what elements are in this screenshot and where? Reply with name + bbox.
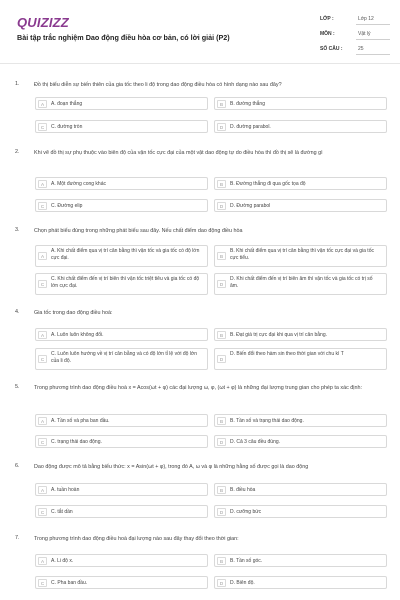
- option-text: D. Đường parabol: [230, 203, 271, 209]
- question-number: 1.: [15, 81, 20, 87]
- option-text: B. điều hòa: [230, 487, 256, 493]
- option-c[interactable]: [35, 199, 208, 212]
- question-number: 4.: [15, 309, 20, 315]
- question-text: Chọn phát biểu đúng trong những phát biểu sau đây. Nếu chất điểm dao động điều hòa: [34, 228, 243, 234]
- option-letter: D: [217, 579, 226, 587]
- meta-class-label: LỚP :: [320, 16, 334, 22]
- option-d[interactable]: [214, 348, 387, 370]
- option-letter: C: [38, 280, 47, 288]
- option-b[interactable]: [214, 483, 387, 496]
- option-text: C. Pha ban đầu.: [51, 580, 88, 586]
- option-c[interactable]: [35, 273, 208, 295]
- option-text: C. Luôn luôn hướng về vị trí cân bằng và có độ lớn tỉ lệ với độ lớn của li độ.: [51, 351, 197, 364]
- option-d[interactable]: [214, 199, 387, 212]
- option-text: D. Biến đổi theo hàm sin theo thời gian với chu kì T: [230, 351, 344, 357]
- meta-count: [320, 44, 390, 56]
- question-text: Dao động được mô tả bằng biểu thức: x = Asin(ωt + φ), trong đó A, ω và φ là những hằng số được gọi là dao động: [34, 464, 309, 470]
- option-letter: C: [38, 202, 47, 210]
- option-letter: D: [217, 202, 226, 210]
- option-d[interactable]: [214, 120, 387, 133]
- option-d[interactable]: [214, 273, 387, 295]
- question-text: Khi vẽ đồ thị sự phụ thuộc vào biên độ của vận tốc cực đại của một vật dao động tự do điều hòa thì đồ thị sẽ là đường gì: [34, 150, 323, 156]
- option-text: B. Tần số góc.: [230, 558, 263, 564]
- meta-subject-label: MÔN :: [320, 31, 335, 37]
- option-a[interactable]: [35, 483, 208, 496]
- option-letter: A: [38, 180, 47, 188]
- option-letter: C: [38, 579, 47, 587]
- meta-subject-value: Vật lý: [358, 31, 371, 37]
- option-text: A. Tần số và pha ban đầu.: [51, 418, 110, 424]
- option-text: C. Khi chất điểm đến vị trí biên thì vận tốc triệt tiêu và gia tốc có độ lớn cực đại.: [51, 276, 200, 289]
- option-a[interactable]: [35, 414, 208, 427]
- option-letter: D: [217, 355, 226, 363]
- option-c[interactable]: [35, 576, 208, 589]
- option-c[interactable]: [35, 435, 208, 448]
- document-header: [0, 0, 400, 64]
- option-text: A. Luôn luôn không đổi.: [51, 332, 104, 338]
- option-text: C. trạng thái dao động.: [51, 439, 102, 445]
- option-letter: B: [217, 252, 226, 260]
- option-b[interactable]: [214, 328, 387, 341]
- option-letter: C: [38, 508, 47, 516]
- question-number: 3.: [15, 227, 20, 233]
- question-number: 7.: [15, 535, 20, 541]
- option-text: D. đường parabol.: [230, 124, 271, 130]
- option-letter: B: [217, 331, 226, 339]
- option-d[interactable]: [214, 435, 387, 448]
- option-letter: D: [217, 508, 226, 516]
- option-b[interactable]: [214, 245, 387, 267]
- option-d[interactable]: [214, 505, 387, 518]
- option-letter: D: [217, 280, 226, 288]
- option-text: C. đường tròn: [51, 124, 83, 130]
- option-text: C. Đường elip: [51, 203, 83, 209]
- meta-subject: [320, 29, 390, 41]
- option-text: B. Đạt giá trị cực đại khi qua vị trí cân bằng.: [230, 332, 328, 338]
- option-text: B. Đường thẳng đi qua gốc tọa độ: [230, 181, 306, 187]
- option-text: C. tắt dần: [51, 509, 73, 515]
- option-letter: B: [217, 100, 226, 108]
- option-text: A. Khi chất điểm qua vị trí cân bằng thì vận tốc và gia tốc có độ lớn cực đại.: [51, 248, 200, 261]
- option-text: D. cưỡng bức: [230, 509, 262, 515]
- question-text: Gia tốc trong dao động điều hoà:: [34, 310, 113, 316]
- question-text: Trong phương trình dao động điều hoà x = Acos(ωt + φ) các đại lượng ω, φ, (ωt + φ) là những đại lượng trung gian cho phép ta xác định:: [34, 385, 362, 391]
- option-letter: B: [217, 557, 226, 565]
- option-text: A. Một đường cong khác: [51, 181, 106, 187]
- question-number: 6.: [15, 463, 20, 469]
- option-b[interactable]: [214, 414, 387, 427]
- question-number: 5.: [15, 384, 20, 390]
- meta-class-value: Lớp 12: [358, 16, 374, 22]
- option-letter: B: [217, 180, 226, 188]
- option-text: D. Cả 3 câu đều đúng.: [230, 439, 281, 445]
- option-letter: A: [38, 417, 47, 425]
- option-letter: C: [38, 355, 47, 363]
- option-text: D. Khi chất điểm đến vị trí biên âm thì vận tốc và gia tốc có trị số âm.: [230, 276, 373, 289]
- option-b[interactable]: [214, 554, 387, 567]
- option-a[interactable]: [35, 245, 208, 267]
- meta-underline: [356, 39, 390, 40]
- option-text: A. Li độ x.: [51, 558, 74, 564]
- option-letter: D: [217, 438, 226, 446]
- option-letter: B: [217, 417, 226, 425]
- question-text: Trong phương trình dao động điều hoà đại lượng nào sau đây thay đổi theo thời gian:: [34, 536, 239, 542]
- page-title: Bài tập trắc nghiệm Dao động điều hòa cơ bản, có lời giải (P2): [17, 33, 230, 42]
- option-text: D. Biên độ.: [230, 580, 255, 586]
- option-text: A. đoạn thẳng: [51, 101, 83, 107]
- option-text: B. Tần số và trạng thái dao động.: [230, 418, 304, 424]
- option-letter: A: [38, 331, 47, 339]
- option-letter: C: [38, 123, 47, 131]
- option-c[interactable]: [35, 505, 208, 518]
- option-letter: A: [38, 100, 47, 108]
- question-number: 2.: [15, 149, 20, 155]
- option-c[interactable]: [35, 120, 208, 133]
- meta-count-label: SỐ CÂU :: [320, 46, 343, 52]
- option-text: A. tuần hoàn: [51, 487, 80, 493]
- option-letter: A: [38, 557, 47, 565]
- option-c[interactable]: [35, 348, 208, 370]
- option-a[interactable]: [35, 328, 208, 341]
- option-a[interactable]: [35, 97, 208, 110]
- option-text: B. Khi chất điểm qua vị trí cân bằng thì vận tốc cực đại và gia tốc cực tiểu.: [230, 248, 374, 261]
- option-text: B. đường thẳng: [230, 101, 265, 107]
- quizizz-logo: QUIZIZZ: [17, 15, 69, 30]
- option-a[interactable]: [35, 554, 208, 567]
- option-b[interactable]: [214, 177, 387, 190]
- option-d[interactable]: [214, 576, 387, 589]
- question-text: Đồ thị biểu diễn sự biến thiên của gia tốc theo li độ trong dao động điều hòa có hình dạng nào sau đây?: [34, 82, 282, 88]
- option-a[interactable]: [35, 177, 208, 190]
- meta-count-value: 25: [358, 46, 364, 52]
- meta-underline: [356, 24, 390, 25]
- option-letter: D: [217, 123, 226, 131]
- option-letter: B: [217, 486, 226, 494]
- option-b[interactable]: [214, 97, 387, 110]
- meta-class: [320, 14, 390, 26]
- option-letter: C: [38, 438, 47, 446]
- option-letter: A: [38, 486, 47, 494]
- meta-underline: [356, 54, 390, 55]
- option-letter: A: [38, 252, 47, 260]
